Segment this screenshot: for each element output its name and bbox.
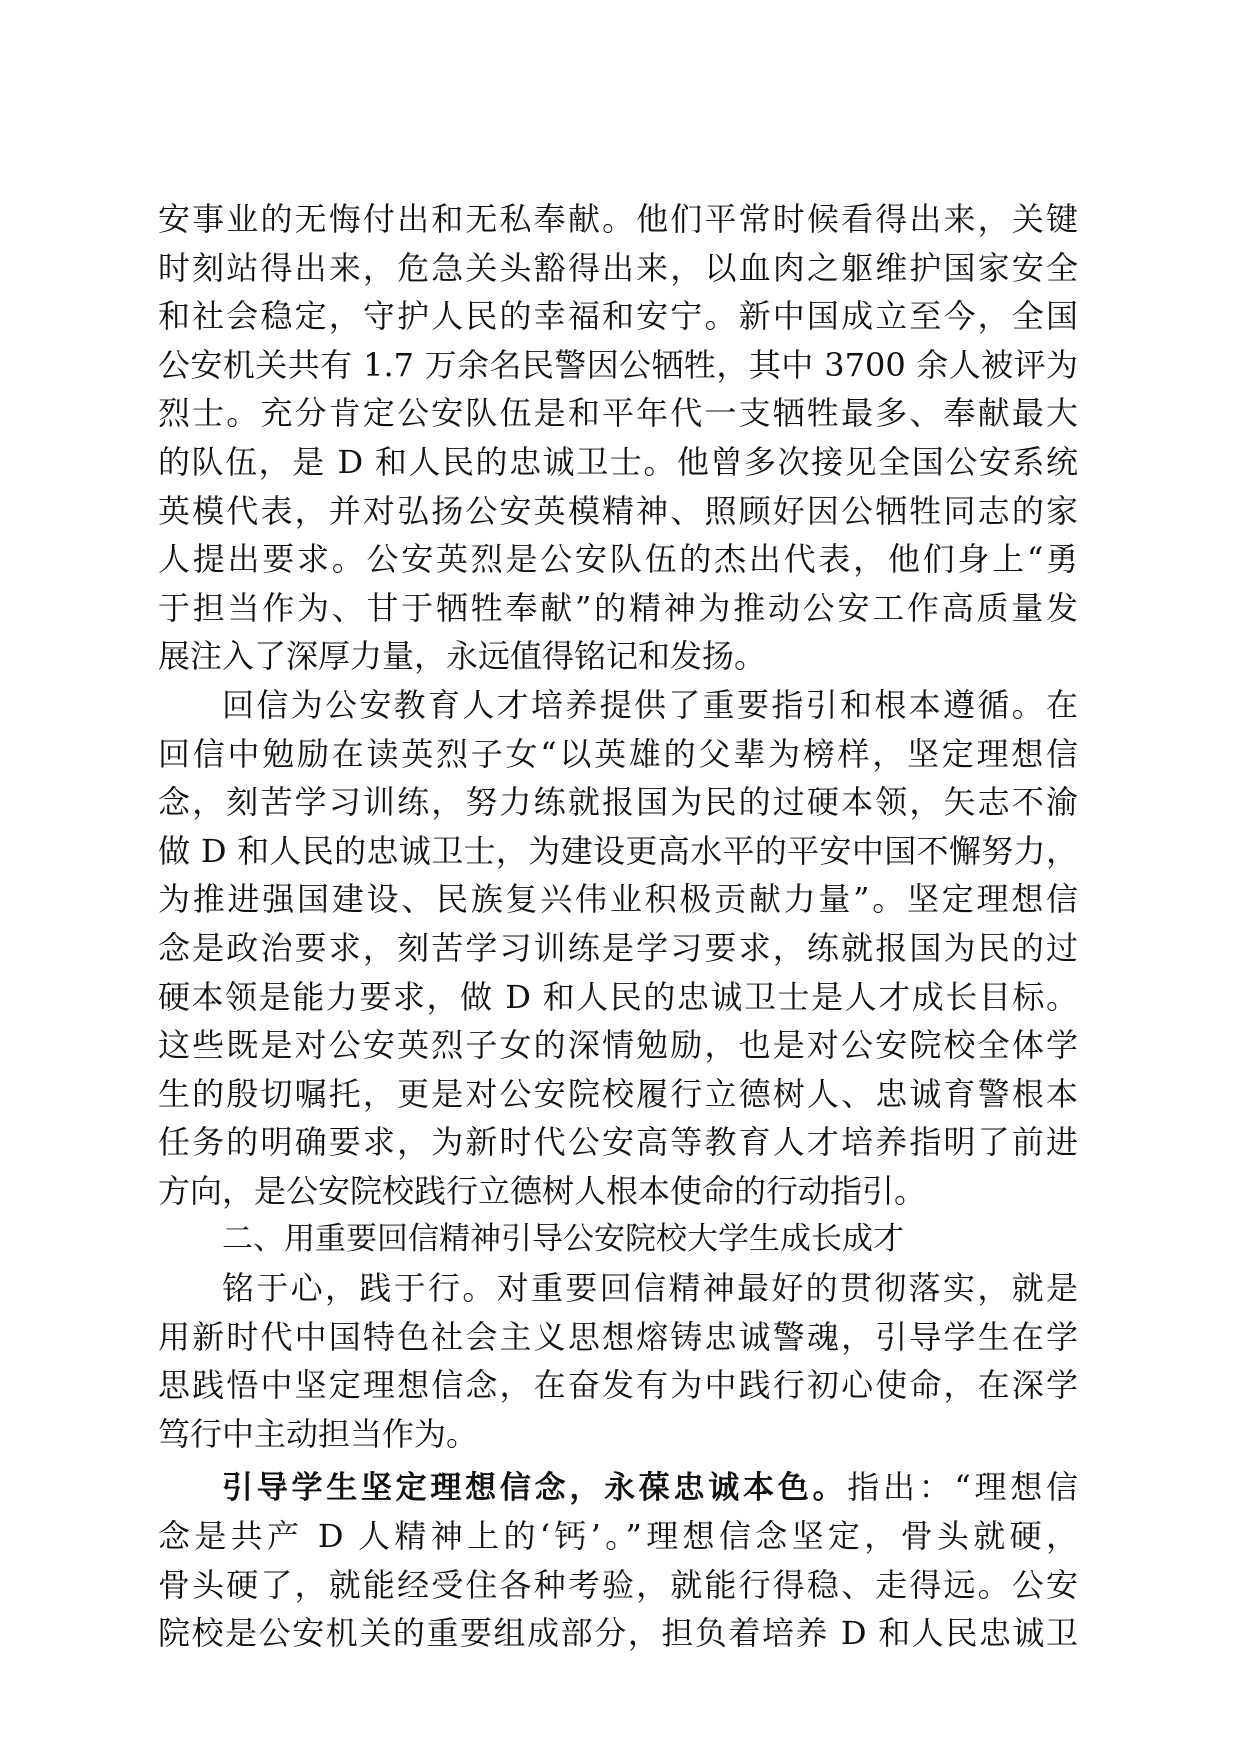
text-line: 念，刻苦学习训练，努力练就报国为民的过硬本领，矢志不渝: [158, 783, 1078, 822]
text-line: 和社会稳定，守护人民的幸福和安宁。新中国成立至今，全国: [158, 297, 1078, 336]
text-line: 安事业的无悔付出和无私奉献。他们平常时候看得出来，关键: [158, 200, 1078, 238]
text-line: 回信为公安教育人才培养提供了重要指引和根本遵循。在: [222, 685, 1078, 724]
document-page: [158, 195, 1078, 1658]
text-line: 英模代表，并对弘扬公安英模精神、照顾好因公牺牲同志的家: [158, 491, 1078, 530]
text-line: 硬本领是能力要求，做 D 和人民的忠诚卫士是人才成长目标。: [158, 977, 1078, 1016]
text-line: 于担当作为、甘于牺牲奉献”的精神为推动公安工作高质量发: [158, 588, 1078, 627]
text-line: 念是共产 D 人精神上的‘钙’。”理想信念坚定，骨头就硬，: [158, 1517, 1078, 1556]
text-line: 为推进强国建设、民族复兴伟业积极贡献力量”。坚定理想信: [158, 880, 1078, 919]
section-heading: 二、用重要回信精神引导公安院校大学生成长成才: [222, 1221, 904, 1258]
lead-rest: 指出：“理想信: [847, 1468, 1078, 1507]
text-line: 回信中勉励在读英烈子女“以英雄的父辈为榜样，坚定理想信: [158, 734, 1078, 773]
paragraph-2: [158, 681, 1078, 1216]
text-line: 时刻站得出来，危急关头豁得出来，以血肉之躯维护国家安全: [158, 248, 1078, 287]
text-line-lead: [158, 1463, 1078, 1512]
text-line: 生的殷切嘱托，更是对公安院校履行立德树人、忠诚育警根本: [158, 1074, 1078, 1113]
text-line: 用新时代中国特色社会主义思想熔铸忠诚警魂，引导学生在学: [158, 1317, 1078, 1356]
text-line: 烈士。充分肯定公安队伍是和平年代一支牺牲最多、奉献最大: [158, 394, 1078, 433]
paragraph-1: [158, 195, 1078, 681]
text-line: 方向，是公安院校践行立德树人根本使命的行动指引。: [158, 1171, 927, 1210]
text-line: 做 D 和人民的忠诚卫士，为建设更高水平的平安中国不懈努力，: [158, 831, 1078, 870]
text-line: 念是政治要求，刻苦学习训练是学习要求，练就报国为民的过: [158, 928, 1078, 967]
text-line: 这些既是对公安英烈子女的深情勉励，也是对公安院校全体学: [158, 1026, 1078, 1065]
text-line: 任务的明确要求，为新时代公安高等教育人才培养指明了前进: [158, 1123, 1078, 1162]
text-line: 公安机关共有 1.7 万余名民警因公牺牲，其中 3700 余人被评为: [158, 345, 1078, 384]
text-line: 铭于心，践于行。对重要回信精神最好的贯彻落实，就是: [222, 1269, 1078, 1308]
text-line: 笃行中主动担当作为。: [158, 1414, 479, 1453]
text-line: 展注入了深厚力量，永远值得铭记和发扬。: [158, 637, 767, 676]
text-line: 思践悟中坚定理想信念，在奋发有为中践行初心使命，在深学: [158, 1366, 1078, 1405]
text-line: 的队伍，是 D 和人民的忠诚卫士。他曾多次接见全国公安系统: [158, 442, 1078, 481]
bold-lead: 引导学生坚定理想信念，永葆忠诚本色。: [222, 1470, 848, 1507]
text-line: 人提出要求。公安英烈是公安队伍的杰出代表，他们身上“勇: [158, 540, 1078, 579]
text-line: 院校是公安机关的重要组成部分，担负着培养 D 和人民忠诚卫: [158, 1614, 1078, 1653]
paragraph-3: [158, 1264, 1078, 1458]
text-line: 骨头硬了，就能经受住各种考验，就能行得稳、走得远。公安: [158, 1565, 1078, 1604]
paragraph-4: [158, 1463, 1078, 1657]
